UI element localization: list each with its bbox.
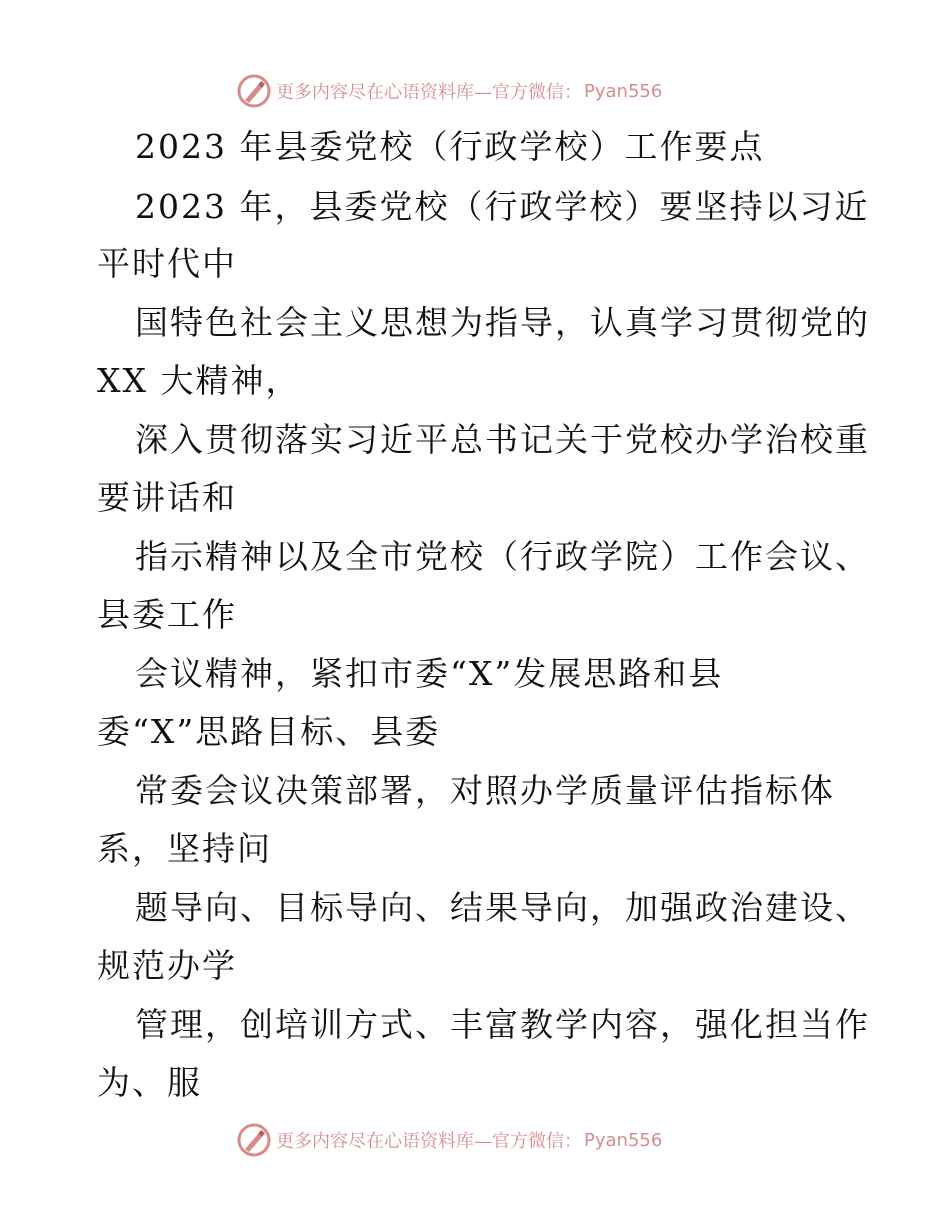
- text-line: 平时代中: [97, 244, 237, 283]
- text-line: 为、服: [97, 1063, 202, 1102]
- text-line: 委“X”思路目标、县委: [97, 712, 441, 751]
- text-line: 国特色社会主义思想为指导，认真学习贯彻党的: [135, 303, 870, 342]
- text-line: 要讲话和: [97, 478, 237, 517]
- header-watermark: [236, 71, 756, 111]
- watermark-wechat-id: Pyan556: [584, 80, 663, 102]
- text-line: 会议精神，紧扣市委“X”发展思路和县: [135, 654, 724, 693]
- text-line: 县委工作: [97, 595, 237, 634]
- text-line: 题导向、目标导向、结果导向，加强政治建设、: [135, 888, 870, 927]
- pen-logo-icon: [236, 1122, 272, 1158]
- text-line: 深入贯彻落实习近平总书记关于党校办学治校重: [135, 420, 870, 459]
- text-line: 常委会议决策部署，对照办学质量评估指标体: [135, 771, 835, 810]
- pen-logo-icon: [236, 73, 272, 109]
- text-line: 管理，创培训方式、丰富教学内容，强化担当作: [135, 1005, 870, 1044]
- text-line: 系，坚持问: [97, 829, 272, 868]
- text-line: XX 大精神，: [97, 361, 301, 400]
- watermark-text: 更多内容尽在心语资料库—官方微信：: [276, 1131, 582, 1152]
- text-line: 指示精神以及全市党校（行政学院）工作会议、: [135, 537, 870, 576]
- watermark-text: 更多内容尽在心语资料库—官方微信：: [276, 82, 582, 103]
- document-title: 2023 年县委党校（行政学校）工作要点: [135, 127, 765, 166]
- footer-watermark: [236, 1120, 756, 1160]
- text-line: 规范办学: [97, 946, 237, 985]
- text-line: 2023 年，县委党校（行政学校）要坚持以习近: [135, 187, 870, 226]
- watermark-wechat-id: Pyan556: [584, 1129, 663, 1151]
